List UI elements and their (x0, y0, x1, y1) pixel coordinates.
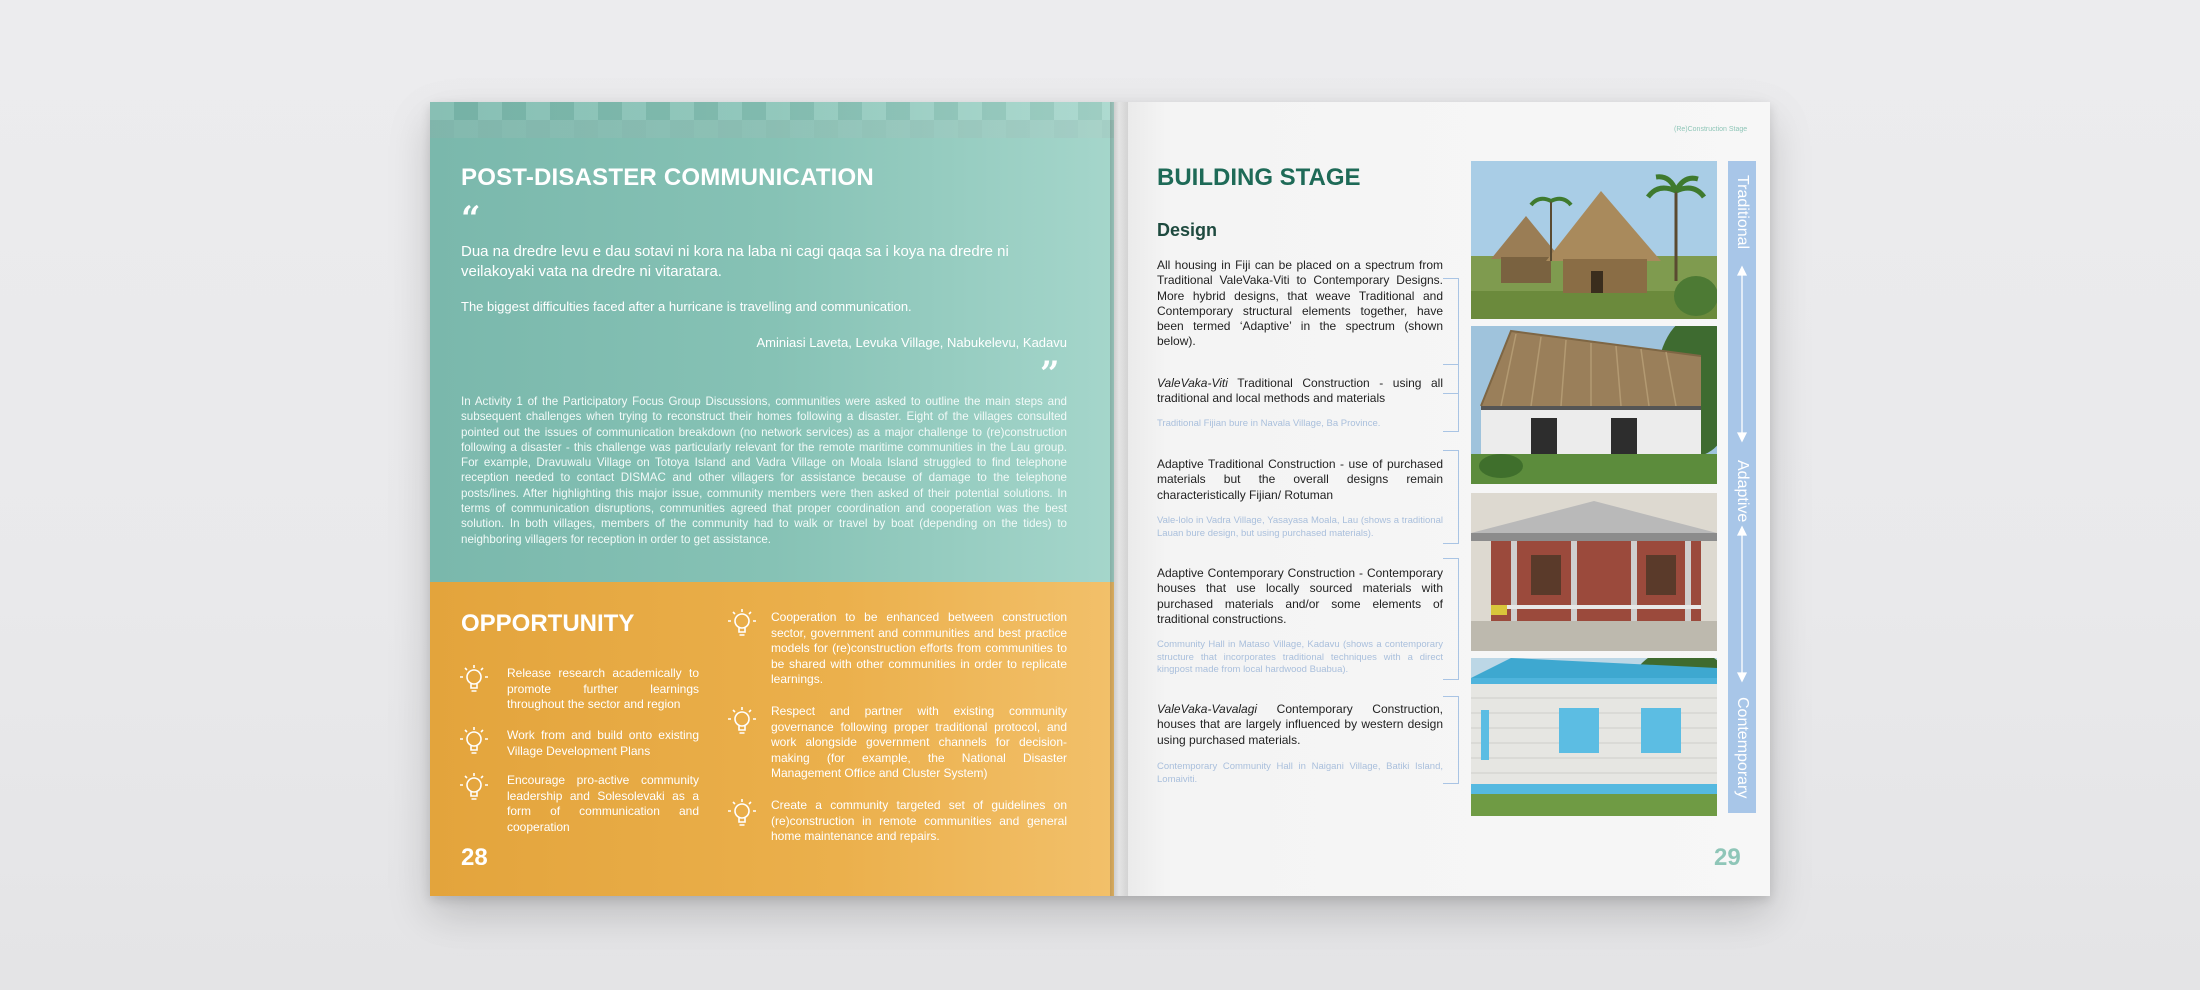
photo-caption: Community Hall in Mataso Village, Kadavu (shows a contemporary structure that incorporates traditional techniques with a direct kingpost made from local hardwood Buabua). (1157, 639, 1443, 675)
description: Traditional Construction - using all traditional and local methods and materials (1157, 376, 1443, 406)
photo-adaptive-contemporary (1471, 493, 1717, 651)
spectrum-label-adaptive: Adaptive (1734, 459, 1751, 523)
body-paragraph: In Activity 1 of the Participatory Focus Group Discussions, communities were asked to outline the main steps and subsequent challenges when trying to reconstruct their homes following a disaster. Eight of the villages consulted pointed out the issues of communication breakdown (no network services) as a major challenge to (re)construction following a disaster - this challenge was particularly relevant for the remote maritime communities in the Lau group. For example, Dravuwalu Village on Totoya Island and Vadra Village on Moala Island struggled to find telephone reception needed to contact DISMAC and other villagers for assistance because of damage to the telephone posts/lines. After highlighting this major issue, community members were then asked of their potential solutions. In terms of communication disruptions, communities agreed that proper coordination and cooperation was the best solution. In both villages, members of the community had to walk or travel by boat (depending on the tides) to neighboring villagers for reception in order to get assistance. (461, 395, 1067, 546)
spectrum-label-traditional: Traditional (1734, 174, 1751, 250)
photo-contemporary-hall (1471, 658, 1717, 816)
booklet-spread (430, 102, 1770, 896)
quote-attribution: Aminiasi Laveta, Levuka Village, Nabukelevu, Kadavu (756, 335, 1067, 350)
section-subtitle: Design (1157, 220, 1218, 240)
term: ValeVaka-Viti (1157, 376, 1228, 390)
lightbulb-icon (460, 664, 488, 696)
spectrum-item-adaptive-traditional: Adaptive Traditional Construction - use of purchased materials but the overall designs remain characteristically Fijian/ Rotuman (1157, 457, 1443, 502)
pattern-band-lower (430, 120, 1114, 138)
lightbulb-icon (728, 798, 756, 830)
quote-close-icon: ” (1040, 354, 1060, 394)
bracket-connector (1443, 696, 1459, 784)
page-title: BUILDING STAGE (1157, 164, 1361, 191)
spectrum-item-adaptive-contemporary: Adaptive Contemporary Construction - Contemporary houses that use locally sourced materials with purchased materials and/or some elements of traditional constructions. (1157, 566, 1443, 626)
lightbulb-icon (728, 608, 756, 640)
bracket-connector (1443, 364, 1459, 432)
lightbulb-icon (728, 706, 756, 738)
term: ValeVaka-Vavalagi (1157, 702, 1258, 716)
opportunity-title: OPPORTUNITY (461, 610, 635, 637)
spectrum-item-contemporary (1157, 702, 1443, 748)
quote-fijian: Dua na dredre levu e dau sotavi ni kora na laba ni cagi qaqa sa i koya na dredre ni veilakoyaki vata na dredre ni vitaratara. (461, 243, 1009, 280)
intro-paragraph: All housing in Fiji can be placed on a spectrum from Traditional ValeVaka-Viti to Contemporary Designs. More hybrid designs, that weave Traditional and Contemporary structural elements together, have been termed ‘Adaptive’ in the spectrum (shown below). (1157, 258, 1443, 349)
right-page (1114, 102, 1770, 896)
lightbulb-icon (460, 726, 488, 758)
photo-traditional-bure (1471, 161, 1717, 319)
quote-open-icon: “ (461, 199, 481, 239)
opportunity-item: Release research academically to promote further learnings throughout the sector and region (507, 666, 699, 711)
opportunity-item: Work from and build onto existing Village Development Plans (507, 728, 699, 758)
opportunity-item: Respect and partner with existing community governance following proper traditional protocol, and work alongside government channels for decision-making (for example, the National Disaster Management Office and Cluster System) (771, 704, 1067, 780)
bracket-connector (1443, 558, 1459, 680)
spectrum-item-traditional (1157, 376, 1443, 407)
spectrum-label-contemporary: Contemporary (1734, 697, 1751, 799)
page-number: 29 (1714, 844, 1741, 871)
photo-caption: Traditional Fijian bure in Navala Village, Ba Province. (1157, 418, 1381, 429)
book-spine (1110, 102, 1128, 896)
left-page (430, 102, 1114, 896)
page-number: 28 (461, 844, 488, 871)
lightbulb-icon (460, 772, 488, 804)
photo-caption: Contemporary Community Hall in Naigani Village, Batiki Island, Lomaiviti. (1157, 761, 1443, 785)
page-title: POST-DISASTER COMMUNICATION (461, 164, 874, 191)
description: Contemporary Construction, houses that are largely influenced by western design using purchased materials. (1157, 702, 1443, 747)
opportunity-item: Cooperation to be enhanced between construction sector, government and communities and best practice models for (re)construction efforts from communities to be shared with other communities in order to replicate learnings. (771, 610, 1067, 686)
photo-adaptive-traditional (1471, 326, 1717, 484)
running-header: (Re)Construction Stage (1674, 126, 1748, 133)
bracket-connector (1443, 450, 1459, 544)
photo-caption: Vale-lolo in Vadra Village, Yasayasa Moala, Lau (shows a traditional Lauan bure design, but using purchased materials). (1157, 515, 1443, 539)
quote-english: The biggest difficulties faced after a hurricane is travelling and communication. (461, 299, 912, 314)
opportunity-item: Encourage pro-active community leadership and Solesolevaki as a form of communication and cooperation (507, 773, 699, 834)
opportunity-item: Create a community targeted set of guidelines on (re)construction in remote communities and general home maintenance and repairs. (771, 798, 1067, 843)
